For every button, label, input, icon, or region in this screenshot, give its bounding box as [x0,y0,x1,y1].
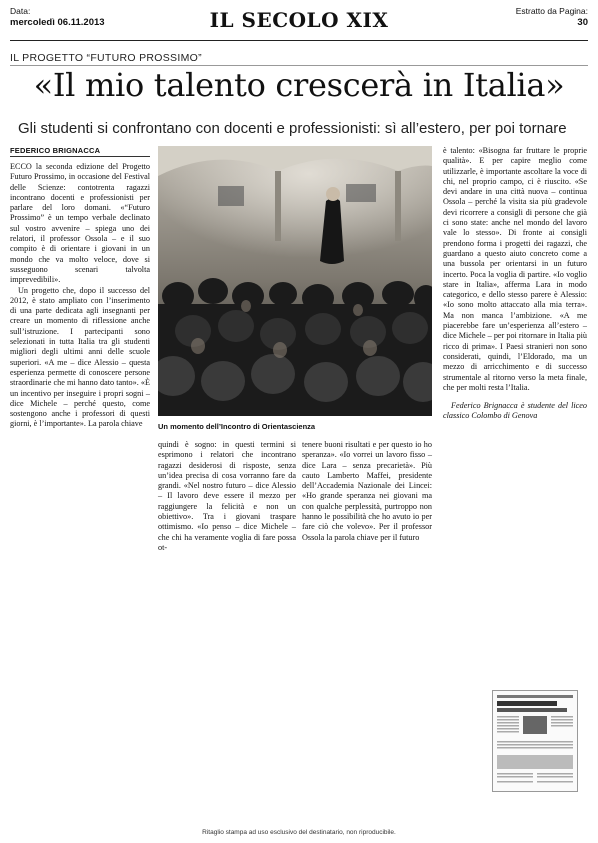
page-label: Estratto da Pagina: [515,6,588,16]
article-byline: FEDERICO BRIGNACCA [10,146,101,155]
page-header [10,6,588,40]
article-subhead: Gli studenti si confrontano con docenti e professionisti: sì all’estero, per poi tornare [18,120,567,137]
page-thumbnail [492,690,578,792]
article-column-4 [443,146,587,422]
article-photo [158,146,432,416]
date-value: mercoledì 06.11.2013 [10,17,105,28]
byline-rule [10,156,150,157]
article-headline: «Il mio talento crescerà in Italia» [33,66,565,104]
article-kicker: IL PROGETTO “FUTURO PROSSIMO” [10,52,202,64]
paragraph: tenere buoni risultati e per questo io ho speranza». «Io vorrei un lavoro fisso – dice Lara – senza precarietà». Più cauto Lamberto Maffei, presidente dell’Accademia Nazionale dei Lincei: «Ho grande speranza nei giovani ma con qualche perplessità, purtroppo non hanno le possibilità che ho avuto io per fare ciò che volevo». Per il professor Ossola la parola chiave per il futuro [302,440,432,542]
header-rule [10,40,588,41]
article-column-1 [10,162,150,430]
paragraph: Un progetto che, dopo il successo del 2012, è stato ampliato con l’inserimento di una parte dedicata agli insegnanti per creare un momento di riflessione anche sull’istruzione. I partecipanti sono selezionati in tutta Italia tra gli studenti migliori degli ultimi anni delle scuole superiori. «A me – dice Alessio – questa esperienza permette di conoscere persone straordinarie che mi hanno dato tanto». «È un incentivo per inseguire i propri sogni – dice Michele – perché questo, come sostengono anche i professori di questi giorni, è l’importante». La parola chiave [10,285,150,429]
article-column-2 [158,440,296,553]
reproduction-notice: Ritaglio stampa ad uso esclusivo del destinatario, non riproducibile. [202,829,396,836]
page-number: 30 [577,17,588,28]
photo-caption: Un momento dell’Incontro di Orientascienza [158,422,316,431]
newspaper-masthead: IL SECOLO XIX [209,8,389,32]
article-column-3 [302,440,432,543]
date-label: Data: [10,6,31,16]
author-note: Federico Brignacca è studente del liceo classico Colombo di Genova [443,401,587,421]
page-block [516,6,588,28]
paragraph: ECCO la seconda edizione del Progetto Futuro Prossimo, in occasione del Festival delle Scienze: contotrenta ragazzi incontrano docenti e professionisti per parlare del loro domani. «“Futuro Prossimo” è un tempo verbale declinato sul vostro avvenire – spiega uno dei relatori, il professor Ossola – e il suo compito è di orientare i giovani in un mondo che va molto veloce, dove si susseguono scenari talvolta imprevedibili». [10,162,150,285]
paragraph: è talento: «Bisogna far fruttare le proprie qualità». E per capire meglio come utilizzarle, è importante ascoltare la voce di chi, nel proprio campo, ci è riuscito. «Se devi andare in una città nuova – continua Ossola – perché la visita sia più gradevole devi ricorrere a consigli di persone che già ci sono state: anche nel mondo del lavoro vale lo stesso». Di fronte ai consigli prendono forma i progetti dei ragazzi, che guardano a questo aiuto concreto come a una bussola per orientarsi in un futuro incerto. Poca la voglia di partire. «Io voglio stare in Italia», afferma Lara in modo categorico, e dello stesso parere è Alessio: «Io sono molto attaccato alla mia terra». Ma non manca l’ambizione. «A me piacerebbe fare un’esperienza all’estero – dice Michele – per poi ritornare in Italia più ricco di prima». I Paesi stranieri non sono considerati, quindi, l’Eldorado, ma un mezzo di arricchimento e di successo strumentale al ritorno verso la meta finale, che per molti resta l’Italia. [443,146,587,392]
paragraph: quindi è sogno: in questi termini si esprimono i relatori che incontrano ragazzi desiderosi di risposte, senza un’idea precisa di cosa vorranno fare da grandi. «Nel nostro futuro – dice Alessio – Il lavoro deve essere il mezzo per raggiungere la felicità e non un obiettivo». Tra i giovani traspare ottimismo. «Io penso – dice Michele – che chi ha veramente voglia di fare possa ot- [158,440,296,552]
